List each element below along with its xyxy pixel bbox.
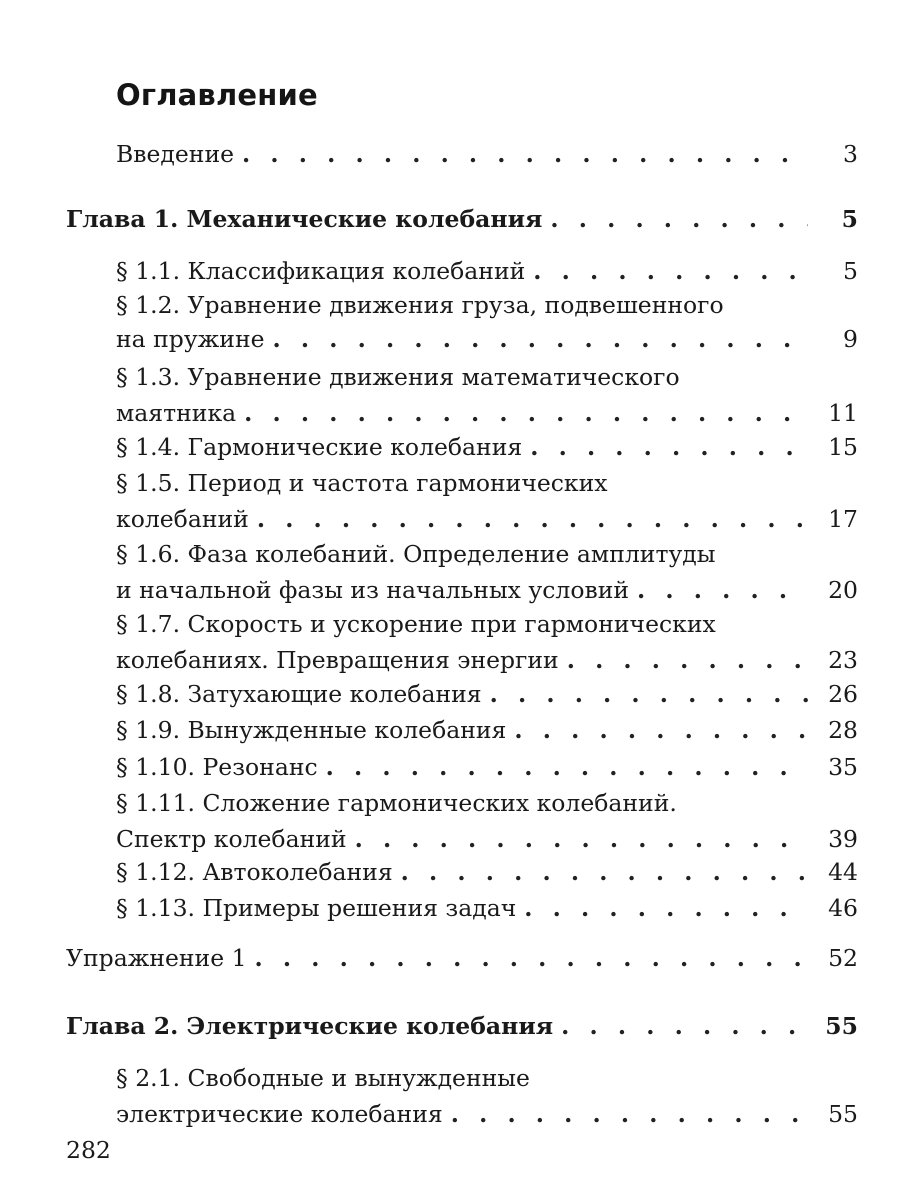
toc-entry-section-1-4 xyxy=(116,430,858,464)
toc-page-number: 20 xyxy=(828,576,858,604)
toc-line: Упражнение 1 . . . xyxy=(66,941,816,975)
toc-entry-section-2-1: § 2.1. Свободные и вынужденные электрические колебания . . . 55 xyxy=(116,1061,858,1129)
dot-leader xyxy=(242,137,808,171)
dot-leader xyxy=(561,1009,808,1043)
toc-page-number: 44 xyxy=(828,858,858,886)
toc-page-number: 46 xyxy=(828,894,858,922)
toc-page-number: 3 xyxy=(843,140,858,168)
toc-entry-section-1-12 xyxy=(116,855,858,889)
toc-line: § 1.9. Вынужденные колебания . . . xyxy=(116,713,816,747)
dot-leader xyxy=(273,322,808,356)
toc-page-number: 35 xyxy=(828,753,858,781)
toc-line: § 1.4. Гармонические колебания . . . xyxy=(116,430,816,464)
dot-leader xyxy=(530,430,808,464)
dot-leader xyxy=(637,573,808,607)
toc-page-number: 15 xyxy=(828,433,858,461)
toc-line: § 1.10. Резонанс . . . xyxy=(116,750,816,784)
toc-line: на пружине . . . xyxy=(116,322,816,356)
dot-leader xyxy=(567,643,808,677)
dot-leader xyxy=(257,502,808,536)
toc-page-number: 55 xyxy=(825,1012,858,1040)
toc-entry-section-1-11: § 1.11. Сложение гармонических колебаний. Спектр колебаний . . . 39 xyxy=(116,786,858,854)
toc-entry-section-1-9 xyxy=(116,713,858,747)
toc-entry-section-1-6: § 1.6. Фаза колебаний. Определение амплитуды и начальной фазы из начальных условий . . . 20 xyxy=(116,537,858,605)
toc-line: электрические колебания . . . xyxy=(116,1097,816,1131)
toc-page-number: 11 xyxy=(828,399,858,427)
toc-line: Глава 2. Электрические колебания . . . xyxy=(66,1009,816,1043)
dot-leader xyxy=(326,750,808,784)
dot-leader xyxy=(514,713,808,747)
toc-line: § 1.8. Затухающие колебания . . . xyxy=(116,677,816,711)
toc-line: § 1.13. Примеры решения задач . . . xyxy=(116,891,816,925)
toc-title: Оглавление xyxy=(116,78,318,112)
toc-entry-section-1-2: § 1.2. Уравнение движения груза, подвешенного на пружине . . . 9 xyxy=(116,288,858,356)
toc-entry-section-1-5: § 1.5. Период и частота гармонических колебаний . . . 17 xyxy=(116,466,858,534)
toc-entry-section-1-3: § 1.3. Уравнение движения математического маятника . . . 11 xyxy=(116,360,858,428)
toc-line: колебаний . . . xyxy=(116,502,816,536)
dot-leader xyxy=(355,822,808,856)
toc-line: маятника . . . xyxy=(116,396,816,430)
toc-line: Спектр колебаний . . . xyxy=(116,822,816,856)
toc-line: Глава 1. Механические колебания . . . xyxy=(66,202,816,236)
dot-leader xyxy=(244,396,808,430)
dot-leader xyxy=(524,891,808,925)
toc-line: § 1.12. Автоколебания . . . xyxy=(116,855,816,889)
toc-page-number: 23 xyxy=(828,646,858,674)
toc-page-number: 52 xyxy=(828,944,858,972)
toc-page-number: 26 xyxy=(828,680,858,708)
toc-line: и начальной фазы из начальных условий . . . xyxy=(116,573,816,607)
toc-line: Введение . . . xyxy=(116,137,816,171)
dot-leader xyxy=(490,677,808,711)
toc-entry-chapter-2 xyxy=(66,1009,858,1043)
dot-leader xyxy=(550,202,808,236)
toc-page-number: 9 xyxy=(843,325,858,353)
toc-page-number: 17 xyxy=(828,505,858,533)
toc-entry-section-1-10 xyxy=(116,750,858,784)
toc-entry-section-1-1 xyxy=(116,254,858,288)
dot-leader xyxy=(401,855,808,889)
toc-entry-chapter-1 xyxy=(66,202,858,236)
toc-page-number: 5 xyxy=(843,257,858,285)
toc-page-number: 5 xyxy=(841,205,858,233)
toc-page-number: 28 xyxy=(828,716,858,744)
toc-page-number: 39 xyxy=(828,825,858,853)
dot-leader xyxy=(255,941,808,975)
toc-line: § 1.1. Классификация колебаний . . . xyxy=(116,254,816,288)
toc-entry-section-1-13 xyxy=(116,891,858,925)
toc-entry-exercise-1 xyxy=(66,941,858,975)
toc-entry-section-1-7: § 1.7. Скорость и ускорение при гармонических колебаниях. Превращения энергии . . . 23 xyxy=(116,607,858,675)
toc-line: колебаниях. Превращения энергии . . . xyxy=(116,643,816,677)
dot-leader xyxy=(533,254,808,288)
toc-entry-section-1-8 xyxy=(116,677,858,711)
dot-leader xyxy=(451,1097,808,1131)
page-number-footer: 282 xyxy=(66,1136,111,1164)
toc-page-number: 55 xyxy=(828,1100,858,1128)
toc-entry-introduction xyxy=(116,137,858,171)
